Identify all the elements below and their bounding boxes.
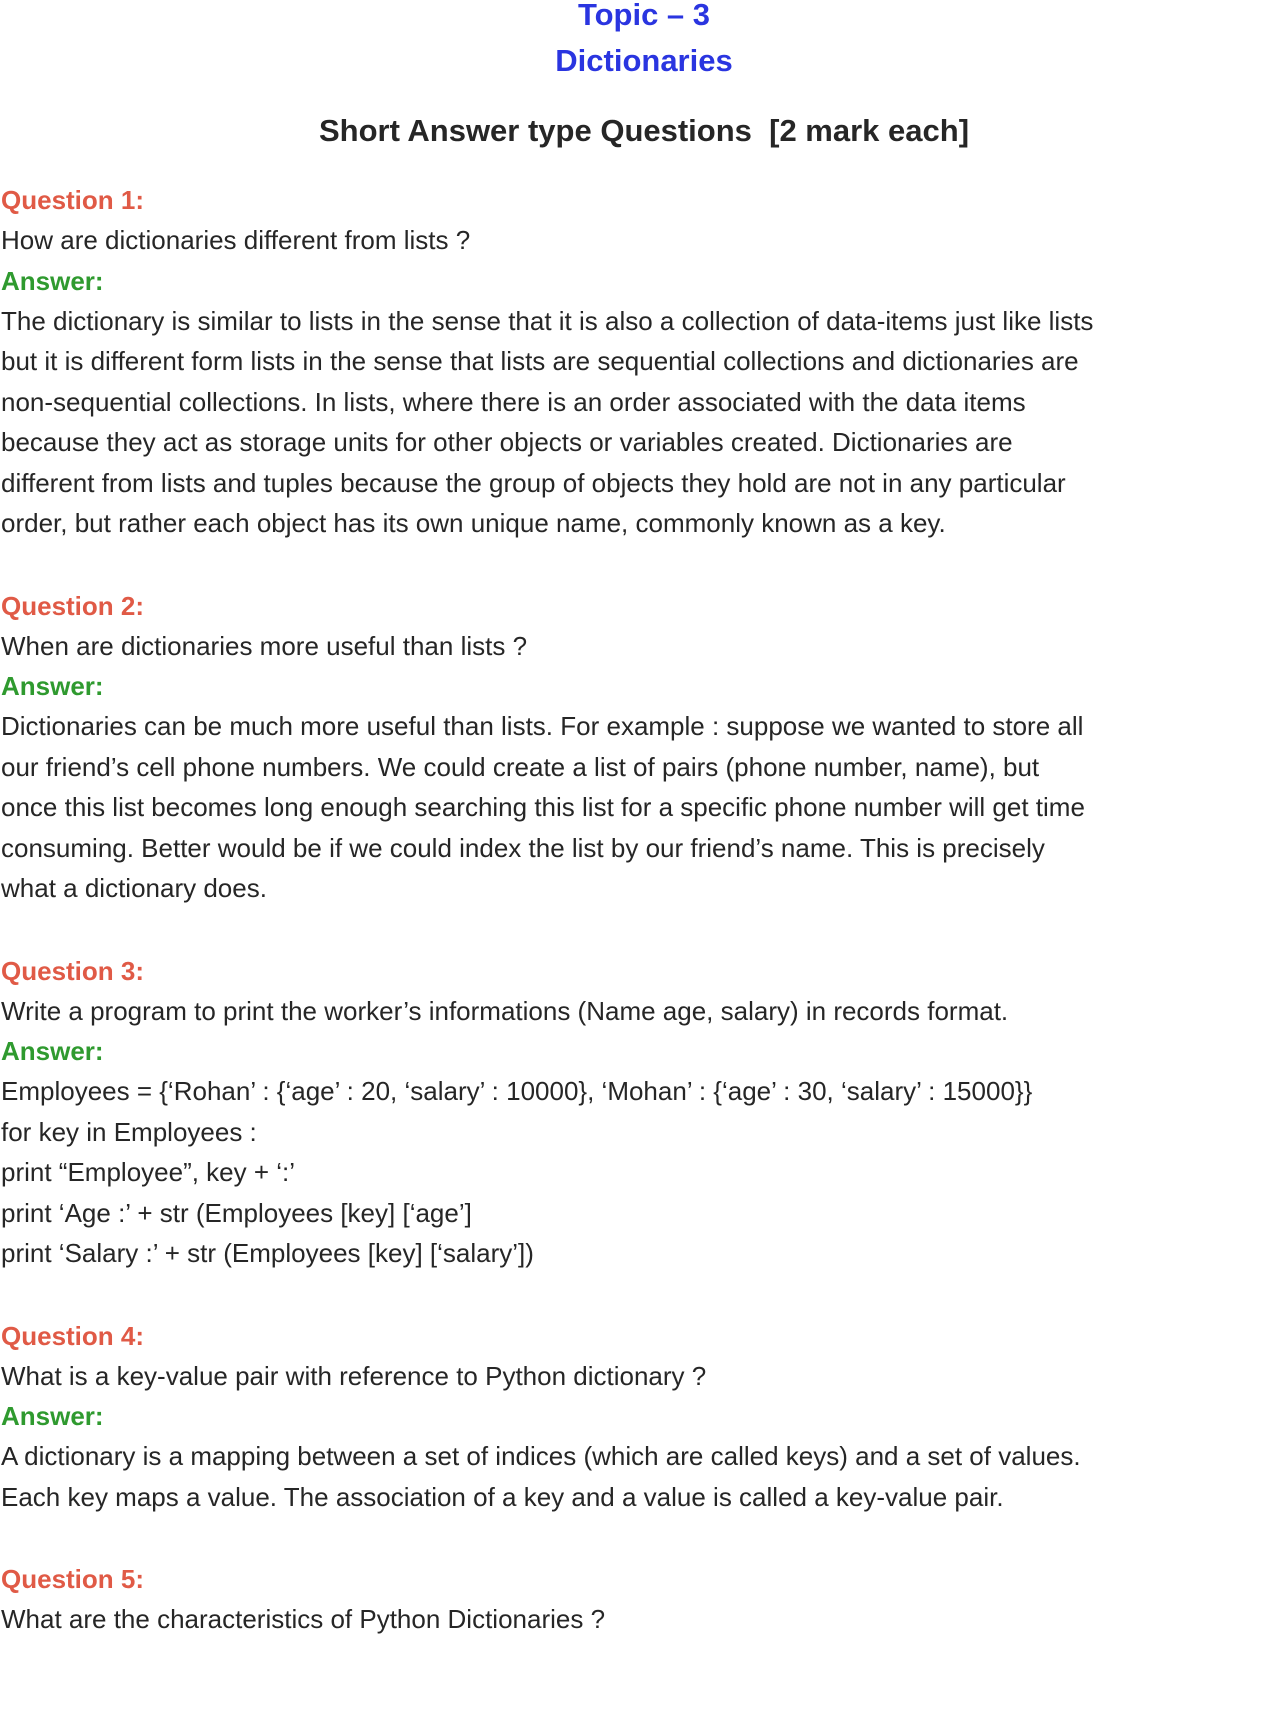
answer-line: what a dictionary does. — [1, 873, 267, 903]
answer-line: non-sequential collections. In lists, where there is an order associated with the data items — [1, 386, 1026, 417]
answer-line: order, but rather each object has its own unique name, commonly known as a key. — [1, 508, 946, 538]
question-block-2 — [1, 586, 1287, 909]
answer-label: Answer: — [1, 671, 104, 701]
question-label: Question 1: — [1, 185, 145, 215]
answer-label: Answer: — [1, 265, 104, 296]
question-block-5 — [1, 1559, 1287, 1640]
question-text: How are dictionaries different from lists ? — [1, 225, 471, 255]
question-label: Question 5: — [1, 1564, 145, 1594]
answer-line: Each key maps a value. The association of a key and a value is called a key-value pair. — [1, 1481, 1004, 1512]
answer-line: print ‘Salary :’ + str (Employees [key] [‘salary’]) — [1, 1238, 534, 1268]
question-label: Question 4: — [1, 1320, 145, 1351]
answer-line: Employees = {‘Rohan’ : {‘age’ : 20, ‘salary’ : 10000}, ‘Mohan’ : {‘age’ : 30, ‘salary’ : 15000}} — [1, 1076, 1033, 1106]
answer-label: Answer: — [1, 1401, 104, 1431]
question-text: What are the characteristics of Python Dictionaries ? — [1, 1604, 606, 1634]
answer-line: print “Employee”, key + ‘:’ — [1, 1157, 296, 1187]
question-block-1 — [1, 180, 1287, 544]
question-text: What is a key-value pair with reference to Python dictionary ? — [1, 1360, 707, 1391]
answer-line: different from lists and tuples because the group of objects they hold are not in any particular — [1, 467, 1066, 498]
answer-line: because they act as storage units for other objects or variables created. Dictionaries are — [1, 427, 1013, 457]
question-block-4 — [1, 1316, 1287, 1518]
answer-line: once this list becomes long enough searching this list for a specific phone number will get time — [1, 792, 1085, 822]
answer-line: print ‘Age :’ + str (Employees [key] [‘age’] — [1, 1197, 472, 1228]
answer-line: The dictionary is similar to lists in the sense that it is also a collection of data-items just like lists — [1, 305, 1094, 336]
question-label: Question 3: — [1, 955, 145, 986]
topic-title: Dictionaries — [555, 43, 733, 78]
answer-line: A dictionary is a mapping between a set of indices (which are called keys) and a set of values. — [1, 1441, 1081, 1471]
question-label: Question 2: — [1, 590, 145, 621]
answer-line: but it is different form lists in the sense that lists are sequential collections and dictionaries are — [1, 346, 1079, 376]
question-text: Write a program to print the worker’s informations (Name age, salary) in records format. — [1, 995, 1009, 1026]
answer-line: our friend’s cell phone numbers. We could create a list of pairs (phone number, name), but — [1, 751, 1040, 782]
question-list — [1, 180, 1287, 1640]
answer-line: consuming. Better would be if we could index the list by our friend’s name. This is precisely — [1, 832, 1045, 863]
topic-number: Topic – 3 — [577, 0, 711, 32]
section-heading: Short Answer type Questions [2 mark each] — [318, 113, 970, 148]
answer-line: for key in Employees : — [1, 1116, 257, 1147]
question-text: When are dictionaries more useful than lists ? — [1, 630, 528, 661]
answer-line: Dictionaries can be much more useful than lists. For example : suppose we wanted to store all — [1, 711, 1084, 741]
answer-label: Answer: — [1, 1036, 104, 1066]
question-block-3 — [1, 951, 1287, 1274]
